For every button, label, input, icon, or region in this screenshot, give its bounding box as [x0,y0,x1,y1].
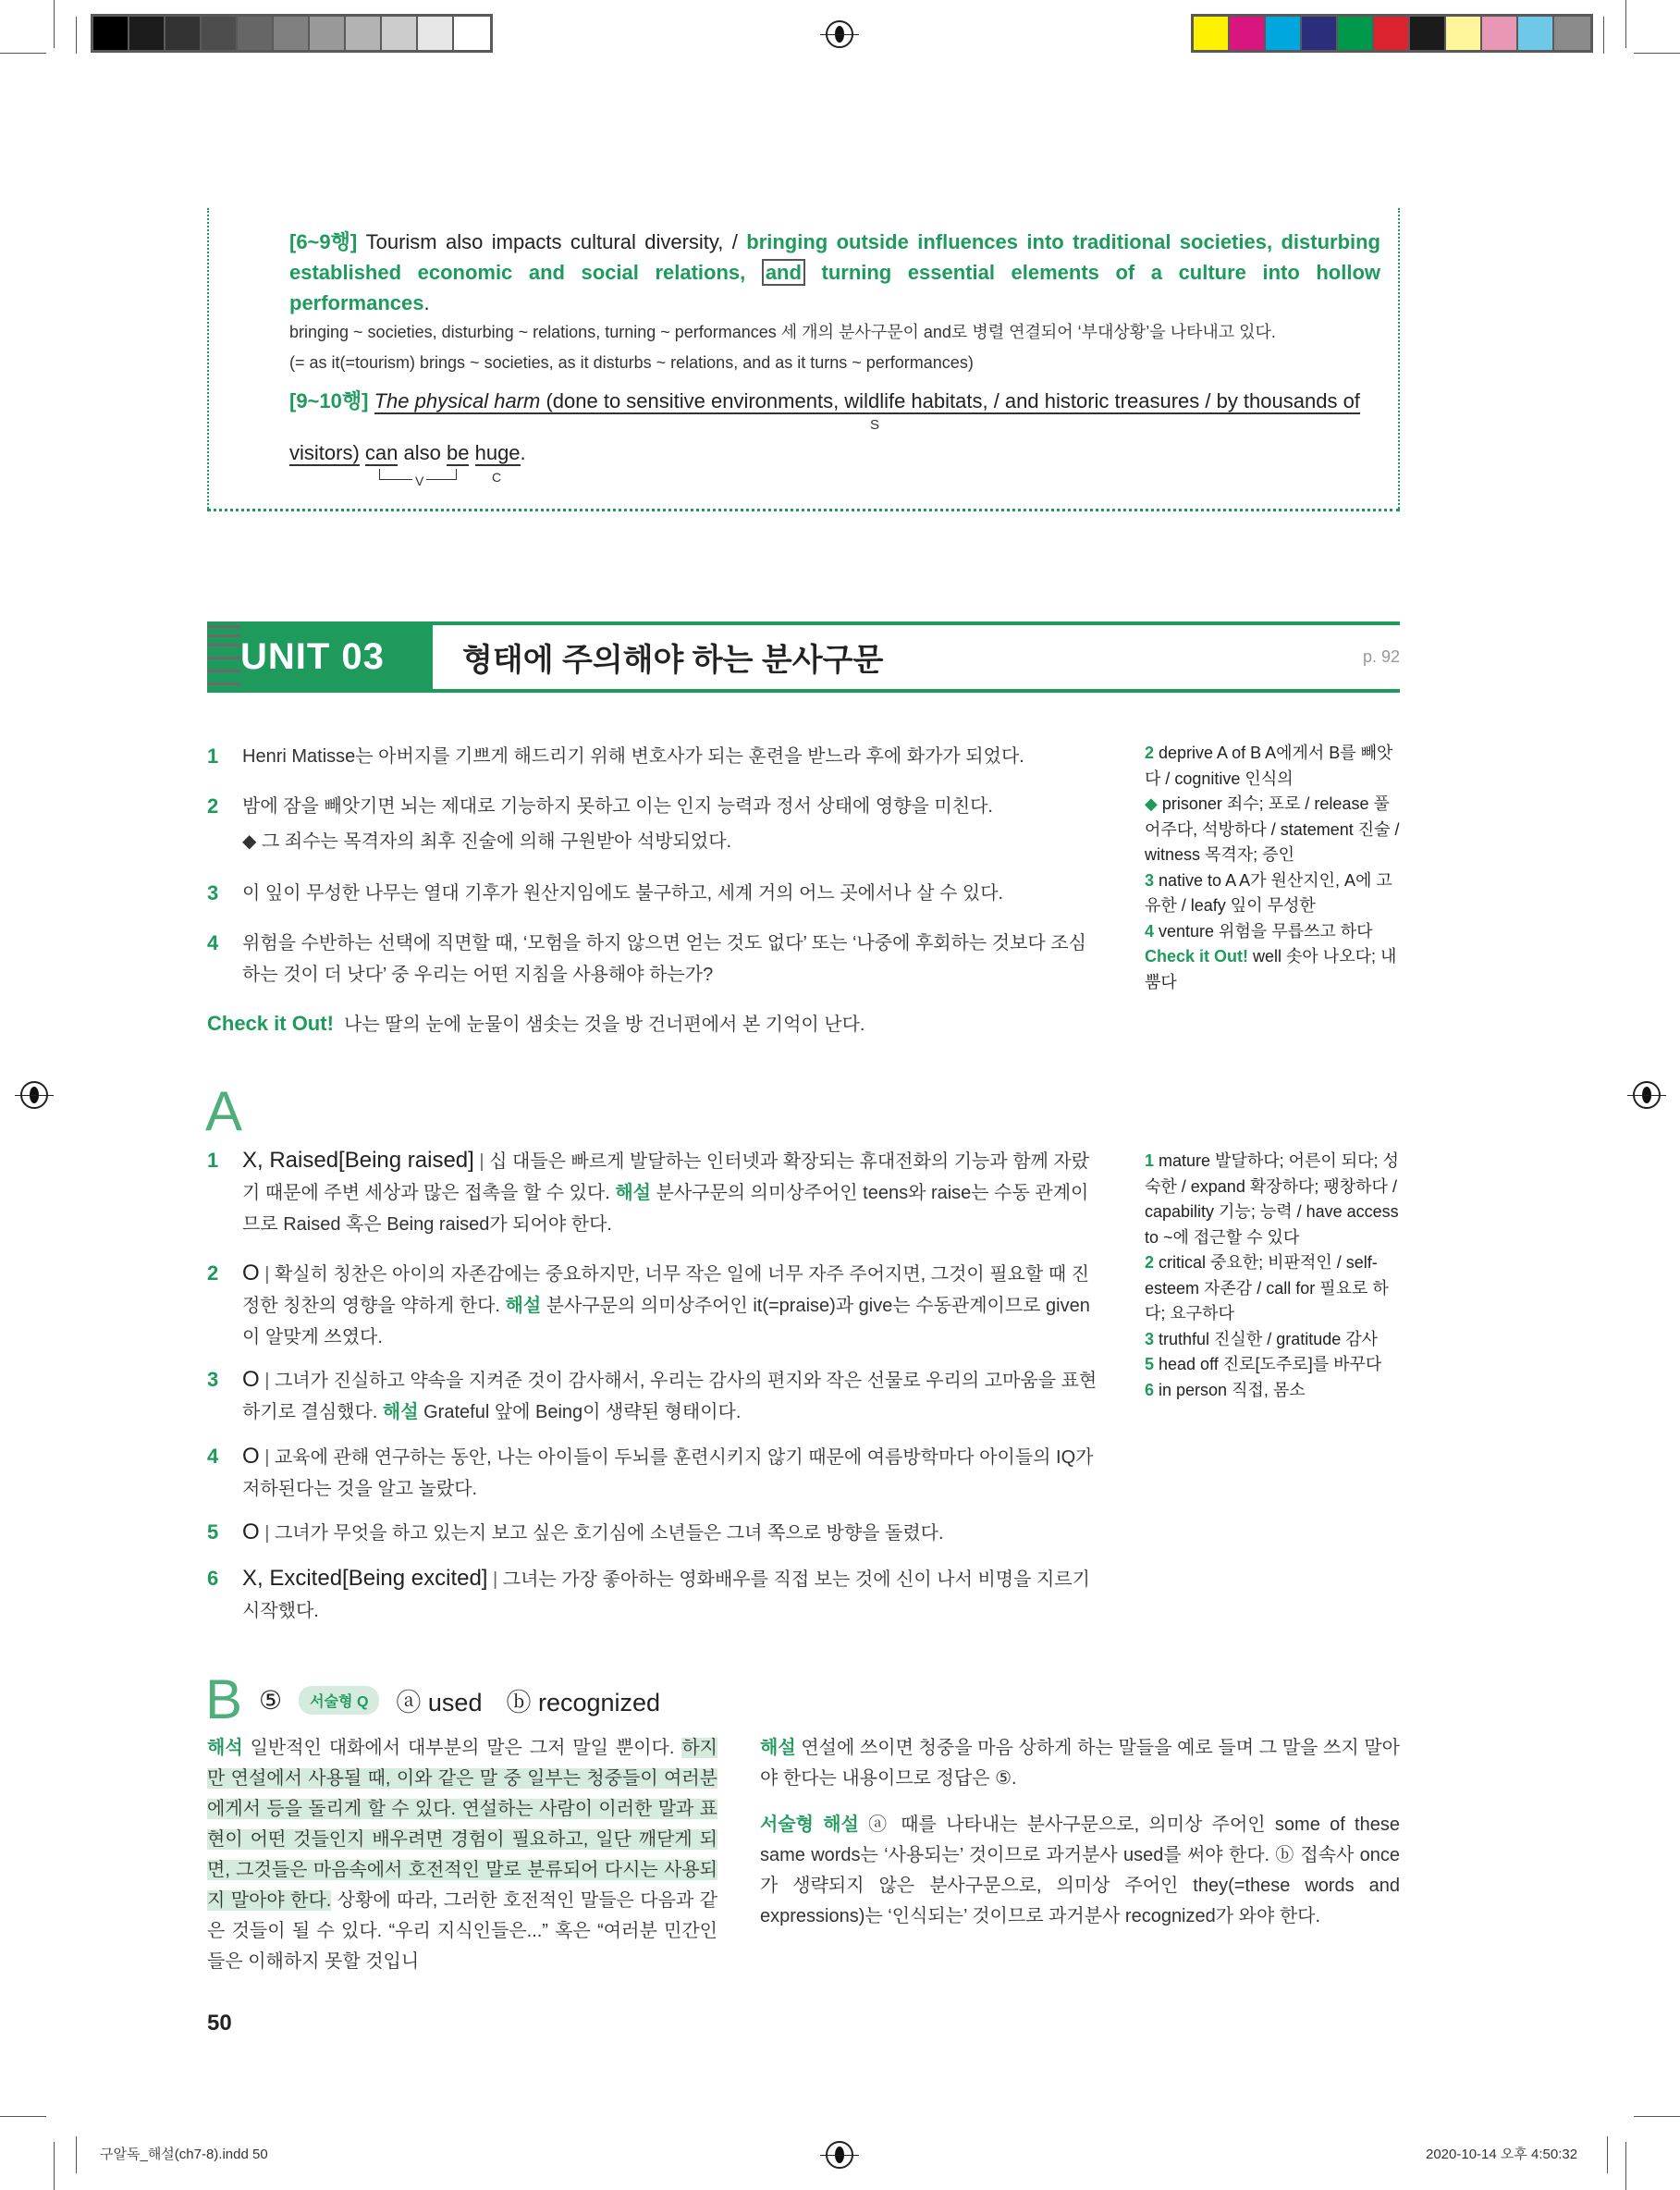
unit-header [207,621,1400,693]
essay-explanation-text: ⓐ 때를 나타내는 분사구문으로, 의미상 주어인 some of these same words는 ‘사용되는’ 것이므로 과거분사 used를 써야 한다. ⓑ 접속사 once가 생략되지 않은 분사구문으로, 의미상 주어인 they(=these words and expressions)는 ‘인식되는’ 것이므로 과거분사 recognized가 와야 한다. [760,1815,1400,1926]
item-number: 3 [207,881,219,904]
crop-mark [54,2142,55,2190]
section-b-heading: B [205,1668,243,1730]
item-number: 4 [207,1445,219,1468]
line-reference: [6~9행] [289,230,358,253]
vocab-entry [1145,919,1400,945]
vocab-entry [1145,944,1400,995]
translation-item [207,878,1104,909]
participle-phrase: turning essential elements of a culture into hollow performances [289,261,1380,314]
explanation-text: 연설에 쓰이면 청중을 마음 상하게 하는 말들을 예로 들며 그 말을 쓰지 말아야 한다는 내용이므로 정답은 ⑤. [760,1738,1400,1789]
answer-b: ⓑ recognized [506,1688,661,1716]
color-swatch [238,17,274,50]
adverb-text: also [398,441,447,464]
color-swatch [202,17,238,50]
vocab-entry [1145,1327,1400,1353]
page-reference: p. 92 [1362,647,1400,666]
translation-paragraph [207,1733,717,1977]
vocab-key: 3 [1145,1329,1155,1348]
unit-label: UNIT 03 [240,636,385,677]
color-swatch [346,17,382,50]
color-swatch [418,17,454,50]
process-color-bar [1191,14,1593,53]
answer-mark: O [242,1519,260,1544]
crop-mark [0,53,46,54]
answer-mark: X, Excited[Being excited] [242,1566,488,1591]
vocab-entry [1145,1352,1400,1378]
answer-mark: O [242,1367,260,1392]
translation-item [207,741,1104,772]
vocab-entry [1145,792,1400,868]
color-swatch [1554,17,1590,50]
vocabulary-sidebar [1145,741,1400,995]
vocab-key: 4 [1145,921,1155,941]
answer-item [207,1364,1104,1428]
answer-mark: X, Raised[Being raised] [242,1148,474,1173]
vocab-key: 3 [1145,870,1155,890]
crop-mark [76,2136,77,2173]
section-b-header [205,1668,661,1730]
color-swatch [1194,17,1230,50]
highlighted-text: 하지만 연설에서 사용될 때, 이와 같은 말 중 일부는 청중들이 여러분에게서 등을 돌리게 할 수 있다. 연설하는 사람이 이러한 말과 표현이 어떤 것들인지 배우려면 경험이 필요하고, 일단 깨닫게 되면, 그것들은 마음속에서 호전적인 말로 분류되어 다시는 사용되지 말아야 한다. [207,1738,717,1911]
registration-mark-icon [826,2141,853,2169]
item-number: 1 [207,744,219,768]
separator: | [259,1447,275,1468]
translation-text: 그녀가 진실하고 약속을 지켜준 것이 감사해서, 우리는 감사의 편지와 작은 선물로 우리의 고마움을 표현하기로 결심했다. [242,1371,1098,1422]
color-swatch [1302,17,1338,50]
verb-text: can [364,441,399,464]
subject-text: visitors) [289,441,360,464]
color-swatch [129,17,166,50]
unit-label-block [207,621,433,693]
color-swatch [1482,17,1518,50]
subject-label: S [870,417,880,433]
crop-mark [76,17,77,54]
explanation-label: 해설 [505,1296,542,1316]
item-number: 2 [207,1261,219,1285]
item-text: Henri Matisse는 아버지를 기쁘게 해드리기 위해 변호사가 되는 훈련을 받느라 후에 화가가 되었다. [242,746,1024,767]
separator: | [259,1523,275,1544]
translation-text: 십 대들은 빠르게 발달하는 인터넷과 확장되는 휴대전화의 기능과 함께 자랐기 때문에 주변 세상과 많은 접촉을 할 수 있다. [242,1151,1090,1203]
crop-mark [1625,0,1626,48]
sentence-text: Tourism also impacts cultural diversity, / [357,230,747,253]
vocab-entry [1145,1250,1400,1327]
analysis-sentence-1 [289,227,1380,318]
vocab-text: head off 진로[도주로]를 바꾸다 [1154,1355,1382,1373]
translation-text: 그녀는 가장 좋아하는 영화배우를 직접 보는 것에 신이 나서 비명을 지르기 시작했다. [242,1569,1090,1621]
separator: | [259,1371,275,1391]
vocab-key: 6 [1145,1380,1155,1399]
essay-explanation-paragraph [760,1810,1400,1932]
analysis-note-2: (= as it(=tourism) brings ~ societies, as it disturbs ~ relations, and as it turns ~ performances) [289,353,974,372]
item-subtext: ◆ 그 죄수는 목격자의 최후 진술에 의해 구원받아 석방되었다. [242,831,732,852]
subject-text: (done to sensitive environments, wildlife habitats, / and historic treasures / by thousands of [540,389,1360,412]
vocab-text: well 솟아 나오다; 내뿜다 [1145,947,1397,991]
registration-mark-icon [20,1081,48,1109]
item-text: 이 잎이 무성한 나무는 열대 기후가 원산지임에도 불구하고, 세계 거의 어느 곳에서나 살 수 있다. [242,883,1004,904]
color-swatch [1374,17,1410,50]
color-swatch [274,17,310,50]
color-swatch [310,17,346,50]
item-number: 2 [207,794,219,818]
participle-phrase: bringing outside influences into traditional societies, disturbing established economic and social relations, [289,230,1380,284]
vocab-entry [1145,1149,1400,1250]
translation-item [207,791,1104,857]
vocab-text: deprive A of B A에게서 B를 빼앗다 / cognitive 인식의 [1145,744,1393,788]
period: . [423,291,430,314]
answer-mark: O [242,1444,260,1469]
line-reference: [9~10행] [289,389,369,412]
analysis-sentence-2 [289,386,1380,416]
separator: | [259,1264,275,1285]
color-swatch [1338,17,1374,50]
color-swatch [166,17,202,50]
vocab-entry [1145,741,1400,792]
essay-question-badge: 서술형 Q [299,1686,379,1715]
check-it-out [207,1008,1104,1040]
crop-mark [1603,17,1604,54]
color-swatch [454,17,490,50]
item-text: 위험을 수반하는 선택에 직면할 때, ‘모험을 하지 않으면 얻는 것도 없다’ 또는 ‘나중에 후회하는 것보다 조심하는 것이 더 낫다’ 중 우리는 어떤 지침을 사용해야 하는가? [242,933,1086,985]
color-swatch [1518,17,1554,50]
vocab-key: 1 [1145,1151,1155,1170]
vocab-key: 2 [1145,1253,1155,1272]
complement-label: C [492,470,502,485]
color-swatch [93,17,129,50]
answer-mark: O [242,1261,260,1286]
check-it-out-label: Check it Out! [207,1012,334,1035]
color-swatch [1230,17,1266,50]
subject-text: The physical harm [374,389,541,412]
essay-explanation-label: 서술형 해설 [760,1815,859,1835]
separator: | [487,1569,503,1590]
item-number: 6 [207,1567,219,1590]
registration-mark-icon [1633,1081,1661,1109]
verb-text: be [446,441,470,464]
translation-label: 해석 [207,1738,243,1758]
translation-text: 상황에 따라, 그러한 호전적인 말들은 다음과 같은 것들이 될 수 있다. “우리 지식인들은...” 혹은 “여러분 민간인들은 이해하지 못할 것입니 [207,1890,717,1972]
period: . [520,441,526,464]
complement-text: huge [474,441,521,464]
color-swatch [382,17,418,50]
explanation-text: 분사구문의 의미상주어인 teens와 raise는 수동 관계이므로 Raised 혹은 Being raised가 되어야 한다. [242,1183,1089,1235]
explanation-paragraph [760,1733,1400,1794]
crop-mark [1607,2136,1608,2173]
explanation-label: 해설 [615,1183,651,1203]
grayscale-color-bar [91,14,493,53]
vocab-text: truthful 진실한 / gratitude 감사 [1154,1329,1379,1348]
translation-text: 그녀가 무엇을 하고 있는지 보고 싶은 호기심에 소년들은 그녀 쪽으로 방향을 돌렸다. [274,1523,944,1544]
crop-mark [1634,2116,1680,2117]
answer-item [207,1145,1104,1240]
vocab-text: venture 위험을 무릅쓰고 하다 [1154,921,1373,941]
answer-a: ⓐ used [396,1688,483,1716]
vocab-key: Check it Out! [1145,947,1249,966]
answer-item [207,1563,1104,1627]
answer-item [207,1258,1104,1353]
conjunction-box: and [762,259,805,286]
vocab-key: 5 [1145,1355,1155,1373]
vocabulary-sidebar [1145,1149,1400,1403]
explanation-text: Grateful 앞에 Being이 생략된 형태이다. [418,1402,742,1422]
section-a-heading: A [205,1080,243,1142]
translation-text: 확실히 칭찬은 아이의 자존감에는 중요하지만, 너무 작은 일에 너무 자주 주어지면, 그것이 필요할 때 진정한 칭찬의 영향을 약하게 한다. [242,1264,1090,1316]
vocab-text: native to A A가 원산지인, A에 고유한 / leafy 잎이 무성한 [1145,870,1392,915]
color-swatch [1446,17,1482,50]
color-swatch [1266,17,1302,50]
explanation-text: 분사구문의 의미상주어인 it(=praise)과 give는 수동관계이므로 given이 알맞게 쓰였다. [242,1296,1090,1347]
vocab-text: mature 발달하다; 어른이 되다; 성숙한 / expand 확장하다; 팽창하다 / capability 기능; 능력 / have access to ~에 접근할 수 있다 [1145,1151,1399,1247]
answer-item [207,1517,1104,1549]
item-number: 1 [207,1149,219,1172]
crop-mark [54,0,55,48]
registration-mark-icon [826,20,853,48]
item-text: 밤에 잠을 빼앗기면 뇌는 제대로 기능하지 못하고 이는 인지 능력과 정서 상태에 영향을 미친다. [242,796,993,817]
explanation-label: 해설 [382,1402,419,1422]
answer-choice: ⑤ [259,1685,283,1715]
crop-mark [0,2116,46,2117]
color-swatch [1410,17,1446,50]
crop-mark [1625,2142,1626,2190]
item-number: 3 [207,1368,219,1391]
answer-item [207,1441,1104,1505]
item-number: 4 [207,931,219,954]
grammar-analysis-box [207,208,1400,511]
footer-filename: 구알독_해설(ch7-8).indd 50 [100,2147,268,2162]
verb-label: V [412,474,426,488]
translation-text: 교육에 관해 연구하는 동안, 나는 아이들이 두뇌를 훈련시키지 않기 때문에 여름방학마다 아이들의 IQ가 저하된다는 것을 알고 놀랐다. [242,1447,1094,1499]
item-number: 5 [207,1520,219,1544]
vocab-key: ◆ [1145,794,1158,813]
analysis-note-1: bringing ~ societies, disturbing ~ relations, turning ~ performances 세 개의 분사구문이 and로 병렬 연결되어 ‘부대상황’을 나타내고 있다. [289,323,1276,341]
vocab-entry [1145,868,1400,919]
analysis-sentence-2-cont [289,437,1380,468]
translation-item [207,928,1104,990]
explanation-label: 해설 [760,1738,796,1758]
translation-text: 일반적인 대화에서 대부분의 말은 그저 말일 뿐이다. [242,1738,682,1758]
footer-timestamp: 2020-10-14 오후 4:50:32 [1426,2147,1578,2162]
vocab-text: prisoner 죄수; 포로 / release 풀어주다, 석방하다 / statement 진술 / witness 목격자; 증인 [1145,794,1400,864]
vocab-key: 2 [1145,744,1155,762]
check-it-out-text: 나는 딸의 눈에 눈물이 샘솟는 것을 방 건너편에서 본 기억이 난다. [344,1015,865,1035]
page-number: 50 [207,2011,232,2036]
vocab-entry [1145,1378,1400,1404]
crop-mark [1634,53,1680,54]
separator: | [473,1151,490,1172]
vocab-text: critical 중요한; 비판적인 / self-esteem 자존감 / call for 필요로 하다; 요구하다 [1145,1253,1389,1323]
unit-title: 형태에 주의해야 하는 분사구문 [462,643,884,678]
vocab-text: in person 직접, 몸소 [1154,1380,1306,1399]
